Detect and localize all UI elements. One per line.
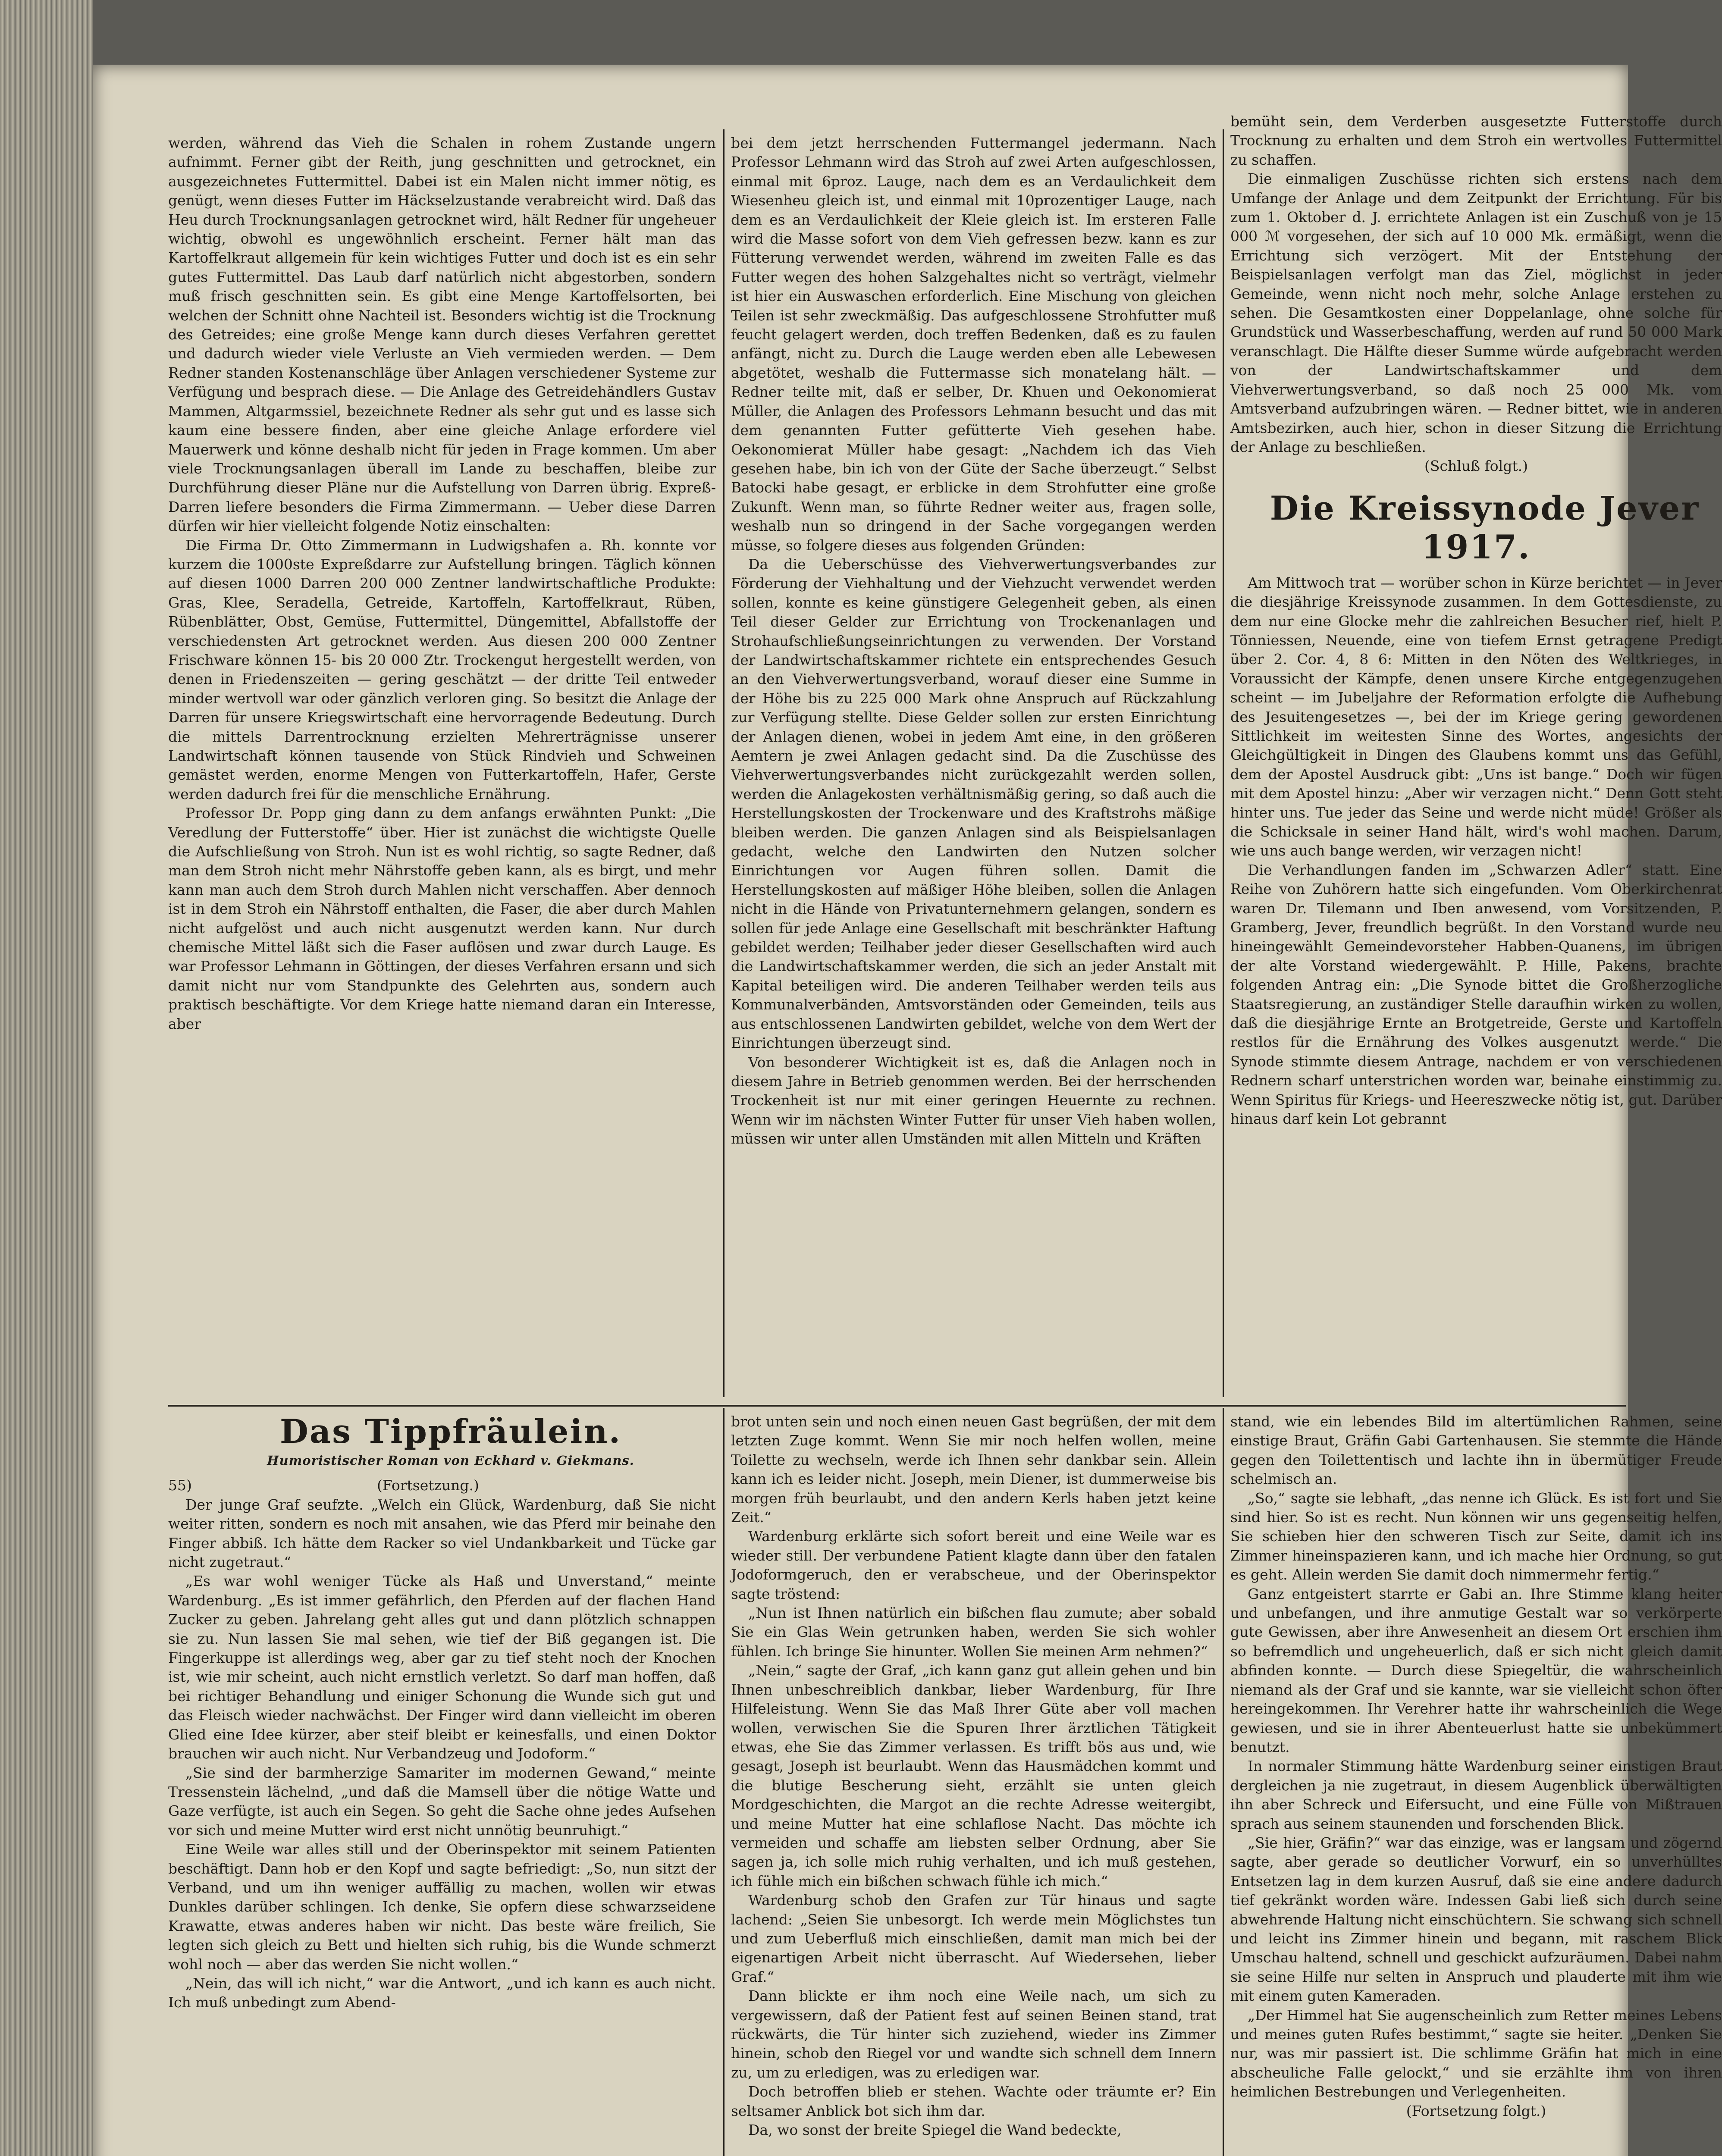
serial-paragraph: „Der Himmel hat Sie augenscheinlich zum Retter meines Lebens und meines guten Rufes bestimmt,“ sagte sie heiter. „Denken Sie nur, was mir passiert ist. Die schlimme Gräfin hat mich in eine abscheuliche Falle gelockt,“ und sie erzählte ihm von ihren heimlichen Bestrebungen und Verlegenheiten. [1230,2006,1722,2100]
serial-paragraph: stand, wie ein lebendes Bild im altertümlichen Rahmen, seine einstige Braut, Gräfin Gabi Gartenhausen. Sie stemmte die Hände gegen den Toilettentisch und lachte ihn in übermütiger Freude schelmisch an. [1230,1413,1722,1488]
serial-column-1 [168,1412,716,2156]
serial-paragraph: „So,“ sagte sie lebhaft, „das nenne ich Glück. Es ist fort und Sie sind hier. So ist es recht. Nun können wir uns gegenseitig helfen, Sie schieben hier den schweren Tisch zur Seite, damit ich ins Zimmer hineinspazieren kann, und ich mache hier Ordnung, so gut es geht. Allein werden Sie damit doch nimmermehr fertig.“ [1230,1489,1722,1583]
article-paragraph: bemüht sein, dem Verderben ausgesetzte Futterstoffe durch Trocknung zu erhalten und dem Stroh ein wertvolles Futtermittel zu schaffen. [1230,113,1722,168]
serial-paragraph: Wardenburg schob den Grafen zur Tür hinaus und sagte lachend: „Seien Sie unbesorgt. Ich werde mein Möglichstes tun und zum Ueberfluß mich einschließen, damit man mich bei der eigenartigen Arbeit nicht überrascht. Auf Wiedersehen, lieber Graf.“ [731,1892,1216,1985]
article-column-2 [731,134,1216,1393]
article-paragraph: Von besonderer Wichtigkeit ist es, daß die Anlagen noch in diesem Jahre in Betrieb genommen werden. Bei der herrschenden Trockenheit ist nur mit einer geringen Heuernte zu rechnen. Wenn wir im nächsten Winter Futter für unser Vieh haben wollen, müssen wir unter allen Umständen mit allen Mitteln und Kräften [731,1053,1216,1147]
column-rule [1223,1408,1224,2156]
continued-note: (Schluß folgt.) [1424,458,1528,475]
serial-paragraph: Der junge Graf seufzte. „Welch ein Glück, Wardenburg, daß Sie nicht weiter ritten, sondern es noch mit ansahen, wie das Pferd mir beinahe den Finger abbiß. Ich hätte dem Racker so viel Undankbarkeit und Tücke gar nicht zugetraut.“ [168,1496,716,1571]
installment-number: 55) [168,1477,192,1494]
serial-paragraph: Eine Weile war alles still und der Oberinspektor mit seinem Patienten beschäftigt. Dann hob er den Kopf und sagte befriedigt: „So, nun sitzt der Verband, und um ihn weniger auffällig zu machen, wollen wir etwas Dunkles darüber schlingen. Ich denke, Sie opfern diese schwarzseidene Krawatte, etwas anderes haben wir nicht. Das beste wäre freilich, Sie legten sich gleich zu Bett und hielten sich ruhig, bis die Wunde schmerzt wohl noch — aber das werden Sie nicht wollen.“ [168,1841,716,1973]
continuation-note: (Fortsetzung.) [376,1477,479,1494]
article-paragraph: Professor Dr. Popp ging dann zu dem anfangs erwähnten Punkt: „Die Veredlung der Futterstoffe“ über. Hier ist zunächst die wichtigste Quelle die Aufschließung von Stroh. Nun ist es wohl richtig, so sagte Redner, daß man dem Stroh nicht mehr Nährstoffe geben kann, als es birgt, und mehr kann man auch dem Stroh durch Mahlen nicht verschaffen. Aber dennoch ist in dem Stroh ein Nährstoff enthalten, die Faser, die aber durch Mahlen nicht aufgelöst und auch nicht ausgenutzt werden kann. Nur durch chemische Mittel läßt sich die Faser auflösen und zwar durch Lauge. Es war Professor Lehmann in Göttingen, der dieses Verfahren ersann und sich damit nicht nur vom Standpunkte des Gelehrten aus, sondern auch praktisch beschäftigte. Vor dem Kriege hatte niemand daran ein Interesse, aber [168,805,716,1032]
article-paragraph: Die einmaligen Zuschüsse richten sich erstens nach dem Umfange der Anlage und dem Zeitpunkt der Errichtung. Für bis zum 1. Oktober d. J. errichtete Anlagen ist ein Zuschuß von je 15 000 ℳ vorgesehen, der sich auf 10 000 Mk. ermäßigt, wenn die Errichtung sich verzögert. Mit der Entstehung der Beispielsanlagen verfolgt man das Ziel, möglichst in jeder Gemeinde, wenn nicht noch mehr, solche Anlage erstehen zu sehen. Die Gesamtkosten einer Doppelanlage, ohne solche für Grundstück und Wasserbeschaffung, werden auf rund 50 000 Mark veranschlagt. Die Hälfte dieser Summe würde aufgebracht werden von der Landwirtschaftskammer und dem Viehverwertungsverband, so daß noch 25 000 Mk. vom Amtsverband aufzubringen wären. — Redner bittet, wie in anderen Amtsbezirken, auch hier, schon in dieser Sitzung die Errichtung der Anlage zu beschließen. [1230,170,1722,455]
article-paragraph: Am Mittwoch trat — worüber schon in Kürze berichtet — in Jever die diesjährige Kreissynode zusammen. In dem Gottesdienste, zu dem nur eine Glocke mehr die zahlreichen Besucher rief, hielt P. Tönniessen, Neuende, eine von tiefem Ernst getragene Predigt über 2. Cor. 4, 8 6: Mitten in den Nöten des Weltkrieges, in Voraussicht der Kämpfe, denen unsere Kirche entgegenzugehen scheint — im Jubeljahre der Reformation erfolgte die Aufhebung des Jesuitengesetzes —, bei der im Kriege gering gewordenen Sittlichkeit im weitesten Sinne des Wortes, angesichts der Gleichgültigkeit in Dingen des Glaubens kommt uns das Gefühl, dem der Apostel Ausdruck gibt: „Uns ist bange.“ Doch wir fügen mit dem Apostel hinzu: „Aber wir verzagen nicht.“ Denn Gott steht hinter uns. Tue jeder das Seine und werde nicht müde! Größer als die Schicksale in seiner Hand hält, wird's wohl machen. Darum, wie uns auch bange werden, wir verzagen nicht! [1230,574,1722,859]
article-paragraph: bei dem jetzt herrschenden Futtermangel jedermann. Nach Professor Lehmann wird das Stroh auf zwei Arten aufgeschlossen, einmal mit 6proz. Lauge, nach dem es an Verdaulichkeit dem Wiesenheu gleich ist, und einmal mit 10prozentiger Lauge, nach dem es an Verdaulichkeit der Kleie gleich ist. Im ersteren Falle wird die Masse sofort von dem Vieh gefressen bezw. kann es zur Fütterung verwendet werden, während im zweiten Falle es das Futter wegen des hohen Salzgehaltes nicht so verträgt, vielmehr ist hier ein Auswaschen erforderlich. Eine Mischung von gleichen Teilen ist sehr zweckmäßig. Das aufgeschlossene Strohfutter muß feucht gelagert werden, doch treffen Bedenken, daß es zu faulen anfängt, nicht zu. Durch die Lauge werden eben alle Lebewesen abgetötet, weshalb die Futtermasse sich monatelang hält. — Redner teilte mit, daß er selber, Dr. Khuen und Oekonomierat Müller, die Anlagen des Professors Lehmann besucht und das mit dem genannten Futter gefütterte Vieh gesehen habe. Oekonomierat Müller habe gesagt: „Nachdem ich das Vieh gesehen habe, bin ich von der Güte der Sache überzeugt.“ Selbst Batocki habe gesagt, er erblicke in dem Strohfutter eine große Zukunft. Wenn man, so führte Redner weiter aus, fragen solle, weshalb nun so dringend in der Sache vorgegangen werden müsse, so folgere dieses aus folgenden Gründen: [731,135,1216,554]
serial-title: Das Tippfräulein. [279,1412,622,1451]
article-column-1 [168,134,716,1393]
newspaper-page [93,65,1722,2156]
article-paragraph: Da die Ueberschüsse des Viehverwertungsverbandes zur Förderung der Viehhaltung und der Viehzucht verwendet werden sollen, konnte es keine günstigere Gelegenheit geben, als einen Teil dieser Gelder zur Errichtung von Trockenanlagen und Strohaufschließungseinrichtungen zu verwenden. Der Vorstand der Landwirtschaftskammer richtete ein entsprechendes Gesuch an den Viehverwertungsverband, worauf dieser eine Summe in der Höhe bis zu 225 000 Mark ohne Anspruch auf Rückzahlung zur Verfügung stellte. Diese Gelder sollen zur ersten Einrichtung der Anlagen dienen, wobei in jedem Amt eine, in den größeren Aemtern je zwei Anlagen gedacht sind. Da die Zuschüsse des Viehverwertungsverbandes nicht zurückgezahlt werden sollen, werden die Anlagekosten verhältnismäßig gering, so daß auch die Herstellungskosten der Trockenware und des Kraftstrohs mäßige bleiben werden. Die ganzen Anlagen sind als Beispielsanlagen gedacht, welche den Landwirten den Nutzen solcher Einrichtungen vor Augen führen sollen. Damit die Herstellungskosten auf mäßiger Höhe bleiben, sollen die Anlagen nicht in die Hände von Privatunternehmern gelangen, sondern es sollen für jede Anlage eine Gesellschaft mit beschränkter Haftung gebildet werden; Teilhaber jeder dieser Gesellschaften wird auch die Landwirtschaftskammer werden, die sich an jeder Anstalt mit Kapital beteiligen wird. Die anderen Teilhaber werden teils aus Kommunalverbänden, Amtsvorständen oder Gemeinden, teils aus aus entschlossenen Landwirten gebildet, welche von dem Wert der Einrichtungen überzeugt sind. [731,555,1216,1052]
serial-subtitle: Humoristischer Roman von Eckhard v. Giekmans. [267,1453,634,1468]
page-stack-edge [0,0,93,2156]
serial-header-line [168,1476,716,1495]
serial-paragraph: „Nein,“ sagte der Graf, „ich kann ganz gut allein gehen und bin Ihnen unbeschreiblich dankbar, lieber Wardenburg, für Ihre Hilfeleistung. Wenn Sie das Maß Ihrer Güte aber voll machen wollen, verwischen Sie die Spuren Ihrer ärztlichen Tätigkeit etwas, ehe Sie das Zimmer verlassen. Es trifft bös aus und, wie gesagt, Joseph ist beurlaubt. Wenn das Hausmädchen kommt und die blutige Bescherung sieht, erzählt sie unten gleich Mordgeschichten, die Margot an die rechte Adresse weitergibt, und meine Mutter hat eine schlaflose Nacht. Das möchte ich vermeiden und schaffe am liebsten selber Ordnung, aber Sie sagen ja, ich solle mich ruhig verhalten, und ich muß gestehen, ich fühle mich ein bißchen schwach fühle ich mich.“ [731,1662,1216,1890]
article-column-3 [1230,112,1722,1397]
serial-paragraph: „Nun ist Ihnen natürlich ein bißchen flau zumute; aber sobald Sie ein Glas Wein getrunken haben, werden Sie sich wohler fühlen. Ich bringe Sie hinunter. Wollen Sie meinen Arm nehmen?“ [731,1604,1216,1660]
serial-paragraph: In normaler Stimmung hätte Wardenburg seiner einstigen Braut dergleichen ja nie zugetraut, in diesem Augenblick überwältigten ihn aber Schreck und Eifersucht, und eine Fülle von Mißtrauen sprach aus seinem staunenden und forschenden Blick. [1230,1758,1722,1832]
article-paragraph: Die Verhandlungen fanden im „Schwarzen Adler“ statt. Eine Reihe von Zuhörern hatte sich eingefunden. Vom Oberkirchenrat waren Dr. Tilemann und Iben anwesend, vom Vorsitzenden, P. Gramberg, Jever, freundlich begrüßt. In den Vorstand wurde neu hineingewählt Gemeindevorsteher Habben-Quanens, im übrigen der alte Vorstand wiedergewählt. P. Hille, Pakens, brachte folgenden Antrag ein: „Die Synode bittet die Großherzogliche Staatsregierung, an zuständiger Stelle daraufhin wirken zu wollen, daß die diesjährige Ernte an Brotgetreide, Gerste und Kartoffeln restlos für die Ernährung des Volkes ausgenutzt werde.“ Die Synode stimmte diesem Antrage, nachdem er von verschiedenen Rednern scharf unterstrichen worden war, beinahe einstimmig zu. Wenn Spiritus für Kriegs- und Heereszwecke nötig ist, gut. Darüber hinaus darf kein Lot gebrannt [1230,861,1722,1128]
article-paragraph: werden, während das Vieh die Schalen in rohem Zustande ungern aufnimmt. Ferner gibt der Reith, jung geschnitten und getrocknet, ein ausgezeichnetes Futtermittel. Dabei ist ein Malen nicht immer nötig, es genügt, wenn dieses Futter im Häckselzustande verabreicht wird. Daß das Heu durch Trocknungsanlagen getrocknet wird, hält Redner für ungeheuer wichtig, obwohl es ungewöhnlich erscheint. Ferner hält man das Kartoffelkraut allgemein für kein wichtiges Futter und doch ist es ein sehr gutes Futtermittel. Das Laub darf natürlich nicht abgestorben, sondern muß frisch geschnitten sein. Es gibt eine Menge Kartoffelsorten, bei welchen der Schnitt ohne Nachteil ist. Besonders wichtig ist die Trocknung des Getreides; eine große Menge kann durch dieses Verfahren gerettet und dadurch wieder viele Verluste an Vieh vermieden werden. — Dem Redner standen Kostenanschläge über Anlagen verschiedener Systeme zur Verfügung und besprach diese. — Die Anlage des Getreidehändlers Gustav Mammen, Altgarmssiel, bezeichnete Redner als sehr gut und es lasse sich kaum eine bessere finden, aber eine gleiche Anlage erfordere viel Mauerwerk und könne deshalb nicht für jeden in Frage kommen. Um aber viele Trocknungsanlagen überall im Lande zu beschaffen, bleibe zur Durchführung dieser Pläne nur die Aufstellung von Darren übrig. Expreß-Darren liefere besonders die Firma Zimmermann. — Ueber diese Darren dürfen wir hier vielleicht folgende Notiz einschalten: [168,135,716,535]
section-heading: Die Kreissynode Jever 1917. [1270,489,1700,566]
serial-paragraph: „Sie hier, Gräfin?“ war das einzige, was er langsam und zögernd sagte, aber gerade so deutlicher Vorwurf, ein so unverhülltes Entsetzen lag in dem kurzen Ausruf, daß sie eine andere dadurch tief gekränkt worden wäre. Indessen Gabi ließ sich durch seine abwehrende Haltung nicht einschüchtern. Sie schwang sich schnell und leicht ins Zimmer hinein und begann, mit raschem Blick Umschau haltend, schnell und geschickt aufzuräumen. Dabei nahm sie seine Hilfe nur selten in Anspruch und plauderte mit ihm wie mit einem guten Kameraden. [1230,1834,1722,2005]
serial-paragraph: „Nein, das will ich nicht,“ war die Antwort, „und ich kann es auch nicht. Ich muß unbedingt zum Abend- [168,1974,716,2011]
article-paragraph: Die Firma Dr. Otto Zimmermann in Ludwigshafen a. Rh. konnte vor kurzem die 1000ste Expreßdarre zur Aufstellung bringen. Täglich können auf diesen 1000 Darren 200 000 Zentner landwirtschaftliche Produkte: Gras, Klee, Seradella, Getreide, Kartoffeln, Kartoffelkraut, Rüben, Rübenblätter, Obst, Gemüse, Futtermittel, Düngemittel, Abfallstoffe der verschiedensten Art getrocknet werden. Aus diesen 200 000 Zentner Frischware können 15- bis 20 000 Ztr. Trockengut hergestellt werden, von denen in Friedenszeiten — gering geschätzt — der dritte Teil entweder minder wertvoll war oder gänzlich verloren ging. So besitzt die Anlage der Darren für unsere Kriegswirtschaft eine hervorragende Bedeutung. Durch die mittels Darrentrocknung erzielten Mehrerträgnisse unserer Landwirtschaft können tausende von Stück Rindvieh und Schweinen gemästet werden, enorme Mengen von Futterkartoffeln, Hafer, Gerste werden dadurch frei für die menschliche Ernährung. [168,536,716,802]
serial-paragraph: „Es war wohl weniger Tücke als Haß und Unverstand,“ meinte Wardenburg. „Es ist immer gefährlich, den Pferden auf der flachen Hand Zucker zu geben. Jahrelang geht alles gut und dann plötzlich schnappen sie zu. Nun lassen Sie mal sehen, wie tief der Biß gegangen ist. Die Fingerkuppe ist allerdings weg, aber gar zu tief steht noch der Knochen ist, wie mir scheint, auch nicht ernstlich verletzt. So darf man hoffen, daß bei richtiger Behandlung und einiger Schonung die Wunde sich gut und das Fleisch wieder nachwächst. Der Finger wird dann vielleicht im oberen Glied eine Idee kürzer, aber steif bleibt er keinesfalls, und einen Doktor brauchen wir auch nicht. Nur Verbandzeug und Jodoform.“ [168,1573,716,1762]
serial-paragraph: Dann blickte er ihm noch eine Weile nach, um sich zu vergewissern, daß der Patient fest auf seinen Beinen stand, trat rückwärts, die Tür hinter sich zuziehend, wieder ins Zimmer hinein, schob den Riegel vor und wandte sich schnell dem Innern zu, um zu erledigen, was zu erledigen war. [731,1987,1216,2081]
continued-note: (Fortsetzung folgt.) [1406,2102,1546,2119]
serial-paragraph: Doch betroffen blieb er stehen. Wachte oder träumte er? Ein seltsamer Anblick bot sich ihm dar. [731,2083,1216,2119]
serial-column-3 [1230,1412,1722,2156]
serial-paragraph: Wardenburg erklärte sich sofort bereit und eine Weile war es wieder still. Der verbundene Patient klagte dann über den fatalen Jodoformgeruch, den er verabscheue, und der Oberinspektor sagte tröstend: [731,1528,1216,1602]
serial-paragraph: Da, wo sonst der breite Spiegel die Wand bedeckte, [748,2122,1122,2139]
serial-paragraph: Ganz entgeistert starrte er Gabi an. Ihre Stimme klang heiter und unbefangen, und ihre anmutige Gestalt war so verkörperte gute Gewissen, aber ihre Anwesenheit an diesem Ort erschien ihm so befremdlich und ungeheuerlich, daß er sich nicht gleich damit abfinden konnte. — Durch diese Spiegeltür, die wahrscheinlich niemand als der Graf und sie kannte, war sie vielleicht schon öfter hereingekommen. Ihr Verehrer hatte ihr wahrscheinlich die Wege gewiesen, und sie in ihrer Abenteuerlust hatte sie unbekümmert benutzt. [1230,1585,1722,1755]
serial-column-2 [731,1412,1216,2156]
serial-paragraph: brot unten sein und noch einen neuen Gast begrüßen, der mit dem letzten Zuge kommt. Wenn Sie mir noch helfen wollen, meine Toilette zu wechseln, werde ich Ihnen sehr dankbar sein. Allein kann ich es leider nicht. Joseph, mein Diener, ist dummerweise bis morgen früh beurlaubt, und den andern Kerls haben jetzt keine Zeit.“ [731,1413,1216,1526]
column-rule [723,1408,725,2156]
column-rule [1223,129,1224,1397]
column-rule [723,129,725,1397]
section-divider [168,1405,1626,1407]
serial-paragraph: „Sie sind der barmherzige Samariter im modernen Gewand,“ meinte Tressenstein lächelnd, „und daß die Mamsell über die nötige Watte und Gaze verfügte, ist auch ein Segen. So geht die Sache ohne jedes Aufsehen vor sich und meine Mutter wird erst nicht unnötig beunruhigt.“ [168,1764,716,1839]
